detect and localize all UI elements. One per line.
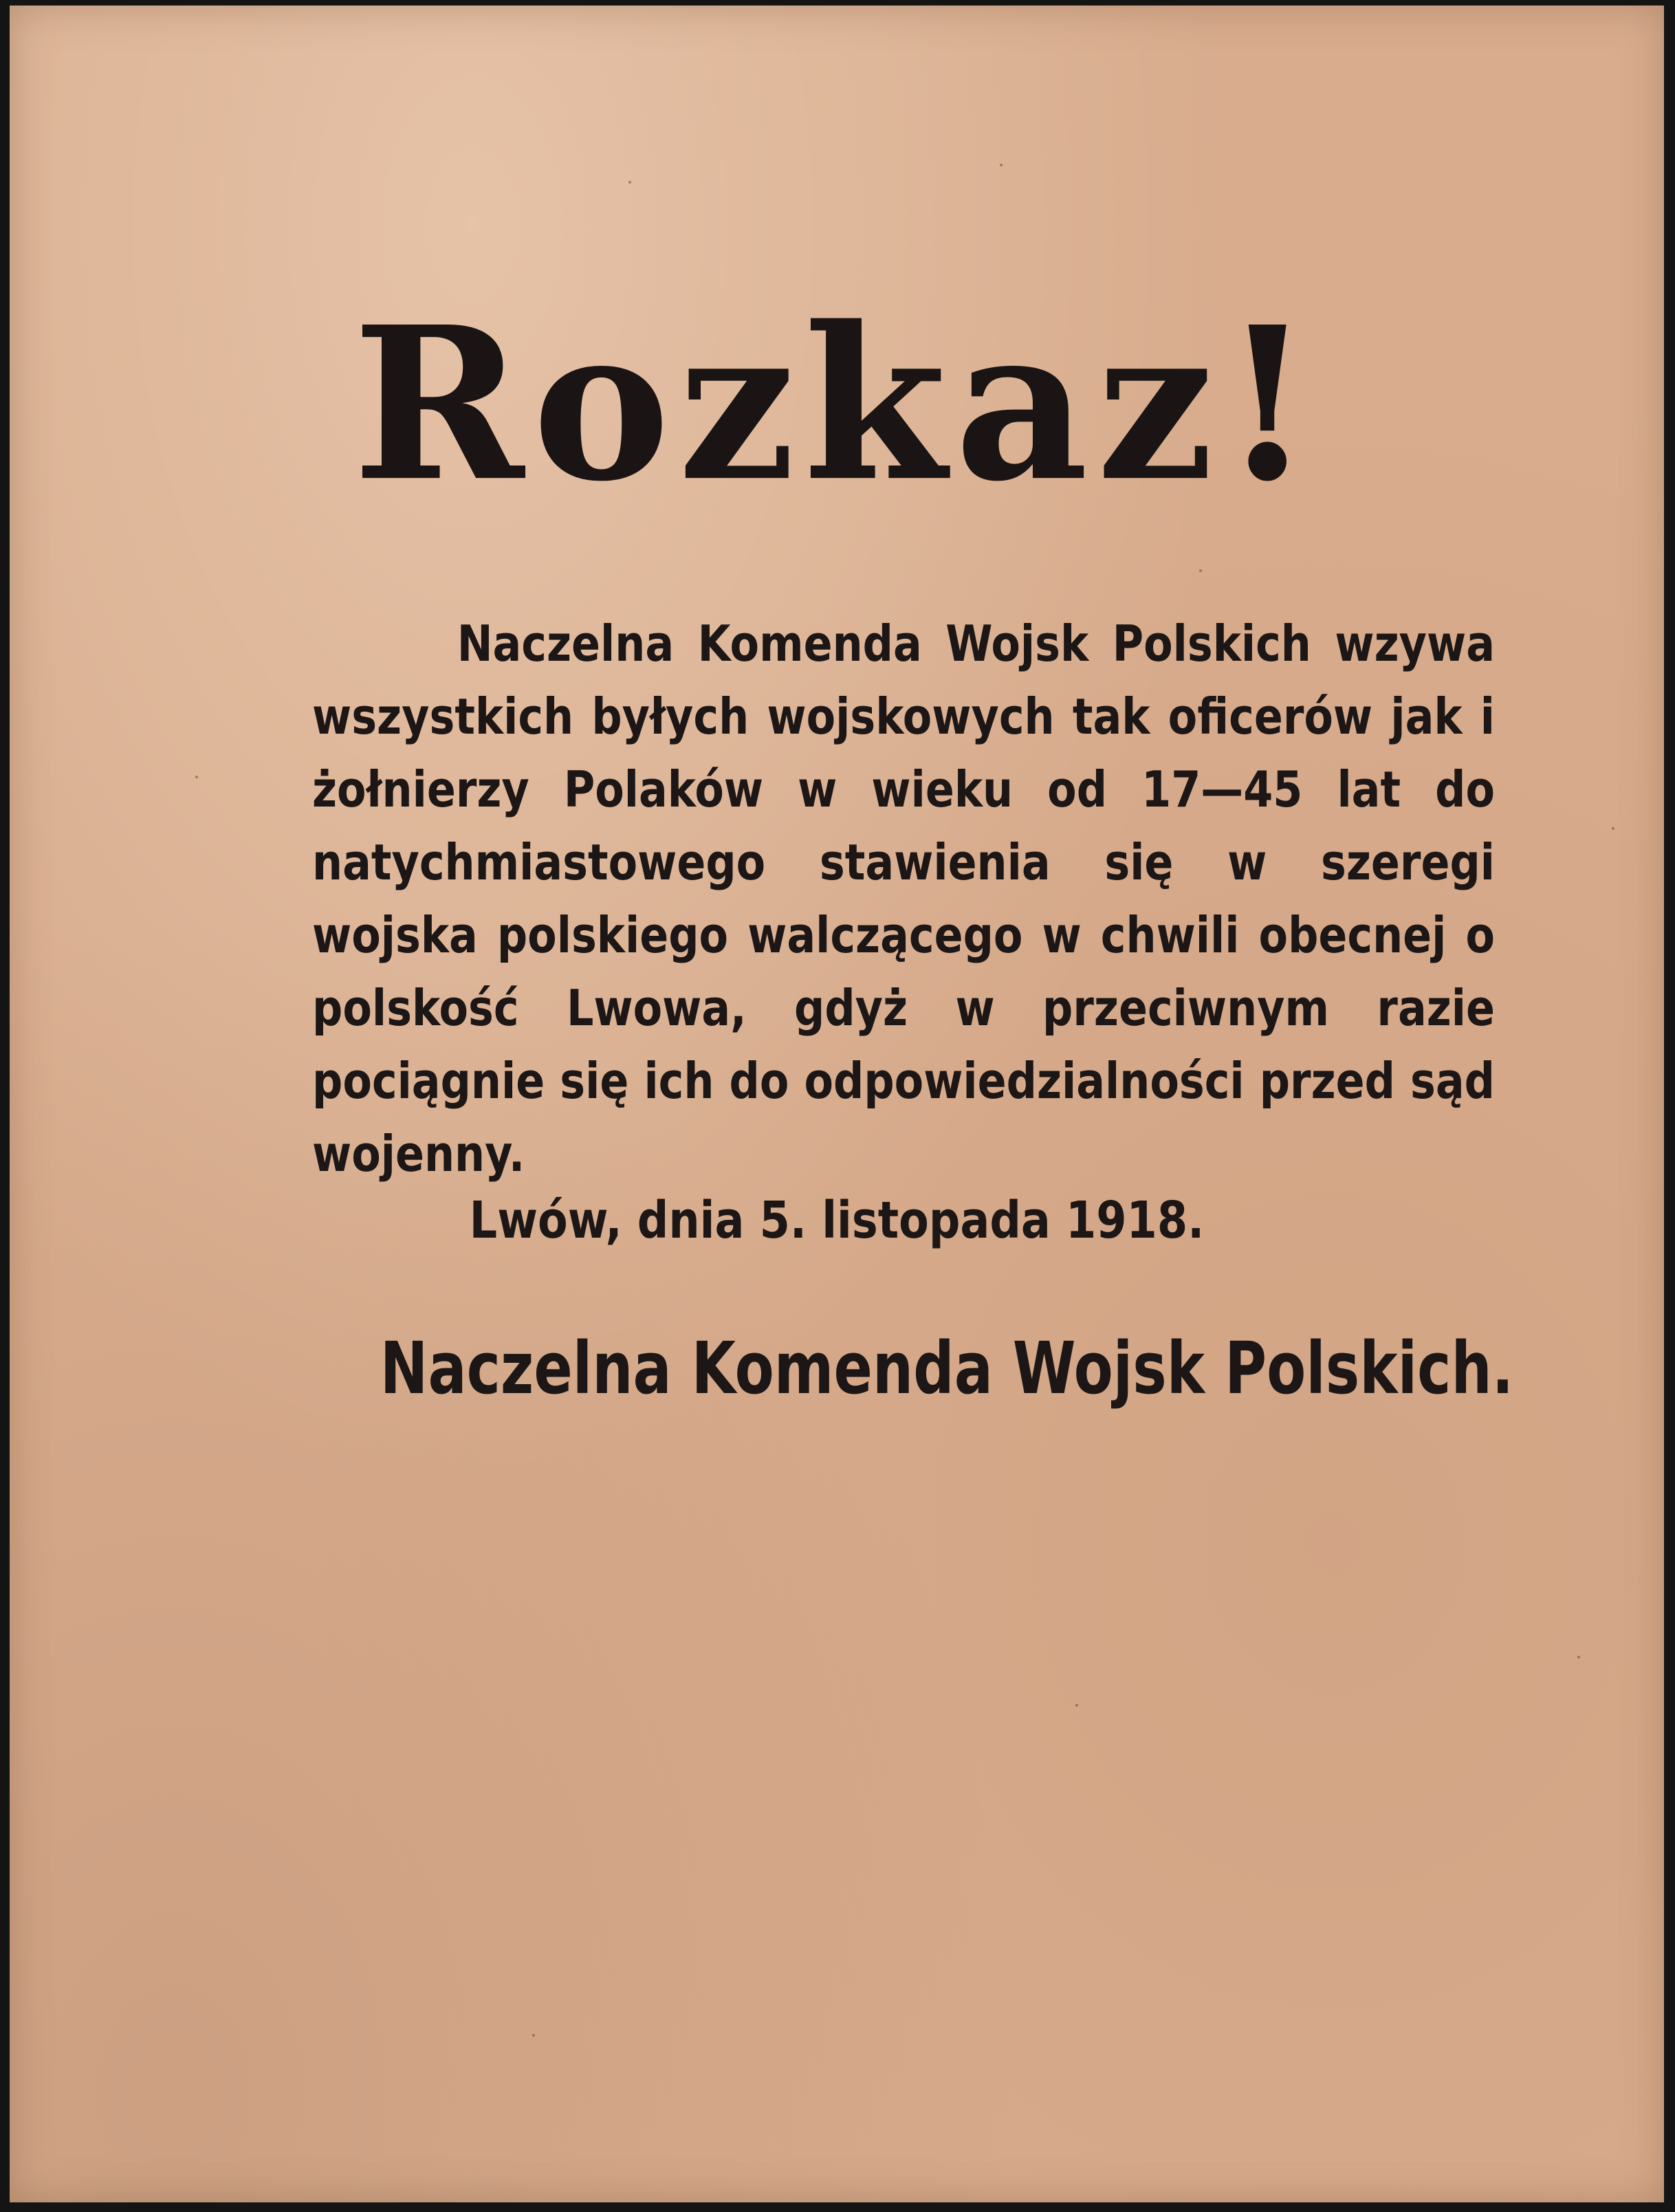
date-line: Lwów, dnia 5. listopada 1918. bbox=[469, 1191, 1205, 1250]
paper-fleck bbox=[195, 776, 198, 778]
paper-fleck bbox=[1577, 1656, 1580, 1658]
signature: Naczelna Komenda Wojsk Polskich. bbox=[380, 1326, 1514, 1410]
paper-fleck bbox=[1199, 569, 1202, 572]
poster-title: Rozkaz! bbox=[352, 280, 1322, 528]
paper-fleck bbox=[1000, 164, 1003, 166]
paper-fleck bbox=[1075, 1704, 1078, 1707]
order-text: Naczelna Komenda Wojsk Polskich wzywa wszystkich byłych wojskowych tak oficerów jak i żołnierzy Polaków w wieku od 17—45 lat do natychmiastowego stawienia się w szeregi wojska polskiego walczącego w chwili obecnej o polskość Lwowa, gdyż w przeciwnym razie pociągnie się ich do odpowiedzialności przed sąd wojenny. bbox=[312, 615, 1496, 1183]
paper-fleck bbox=[1612, 827, 1614, 830]
poster-sheet bbox=[10, 6, 1664, 2202]
paper-fleck bbox=[628, 181, 631, 184]
paper-fleck bbox=[532, 2034, 535, 2037]
